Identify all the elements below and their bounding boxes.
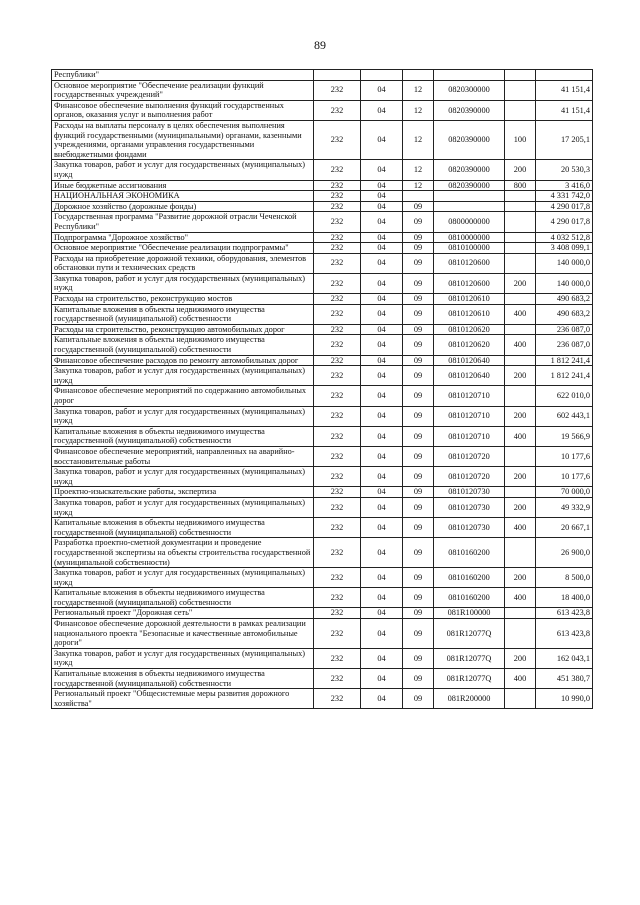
row-podrazdel-cell: 09: [403, 243, 434, 254]
row-expense-type-cell: [505, 243, 536, 254]
row-razdel-cell: 04: [361, 324, 403, 335]
row-razdel-cell: 04: [361, 446, 403, 466]
row-razdel-cell: 04: [361, 366, 403, 386]
row-name-cell: Иные бюджетные ассигнования: [52, 180, 314, 191]
row-amount-cell: 451 380,7: [536, 669, 593, 689]
row-target-code-cell: 0810120610: [434, 294, 505, 305]
row-expense-type-cell: [505, 689, 536, 709]
row-target-code-cell: 0810120720: [434, 446, 505, 466]
row-name-cell: Закупка товаров, работ и услуг для государственных (муниципальных) нужд: [52, 467, 314, 487]
row-grbs-cell: 232: [314, 669, 361, 689]
row-amount-cell: 490 683,2: [536, 294, 593, 305]
row-razdel-cell: 04: [361, 669, 403, 689]
row-name-cell: Закупка товаров, работ и услуг для государственных (муниципальных) нужд: [52, 160, 314, 180]
row-podrazdel-cell: 09: [403, 467, 434, 487]
row-podrazdel-cell: 09: [403, 273, 434, 293]
row-grbs-cell: 232: [314, 568, 361, 588]
row-razdel-cell: 04: [361, 232, 403, 243]
row-target-code-cell: 081R12077Q: [434, 648, 505, 668]
row-razdel-cell: 04: [361, 689, 403, 709]
row-expense-type-cell: [505, 80, 536, 100]
table-row: [52, 253, 593, 273]
row-grbs-cell: 232: [314, 191, 361, 202]
row-expense-type-cell: [505, 70, 536, 81]
row-name-cell: Капитальные вложения в объекты недвижимого имущества государственной (муниципальной) собственности: [52, 335, 314, 355]
row-grbs-cell: 232: [314, 212, 361, 232]
row-amount-cell: 140 000,0: [536, 273, 593, 293]
row-podrazdel-cell: 09: [403, 201, 434, 212]
row-amount-cell: 41 151,4: [536, 80, 593, 100]
row-amount-cell: 18 400,0: [536, 588, 593, 608]
row-expense-type-cell: 400: [505, 588, 536, 608]
row-grbs-cell: 232: [314, 648, 361, 668]
row-name-cell: Финансовое обеспечение выполнения функций государственных органов, оказания услуг и выполнения работ: [52, 100, 314, 120]
row-name-cell: Капитальные вложения в объекты недвижимого имущества государственной (муниципальной) собственности: [52, 588, 314, 608]
row-expense-type-cell: 200: [505, 366, 536, 386]
row-name-cell: Подпрограмма "Дорожное хозяйство": [52, 232, 314, 243]
row-razdel-cell: 04: [361, 335, 403, 355]
table-row: [52, 619, 593, 649]
row-razdel-cell: 04: [361, 568, 403, 588]
row-expense-type-cell: 100: [505, 120, 536, 159]
row-razdel-cell: 04: [361, 191, 403, 202]
table-row: [52, 160, 593, 180]
row-name-cell: Капитальные вложения в объекты недвижимого имущества государственной (муниципальной) собственности: [52, 518, 314, 538]
row-amount-cell: [536, 70, 593, 81]
row-amount-cell: 140 000,0: [536, 253, 593, 273]
row-podrazdel-cell: 12: [403, 120, 434, 159]
row-expense-type-cell: [505, 201, 536, 212]
row-expense-type-cell: 200: [505, 497, 536, 517]
row-amount-cell: 20 530,3: [536, 160, 593, 180]
row-podrazdel-cell: 09: [403, 335, 434, 355]
row-name-cell: Финансовое обеспечение мероприятий по содержанию автомобильных дорог: [52, 386, 314, 406]
row-amount-cell: 4 290 017,8: [536, 201, 593, 212]
row-expense-type-cell: [505, 253, 536, 273]
row-target-code-cell: [434, 191, 505, 202]
row-name-cell: Основное мероприятие "Обеспечение реализации подпрограммы": [52, 243, 314, 254]
row-razdel-cell: 04: [361, 608, 403, 619]
row-target-code-cell: 0810120710: [434, 426, 505, 446]
row-razdel-cell: 04: [361, 406, 403, 426]
row-name-cell: Разработка проектно-сметной документации и проведение государственной экспертизы на объекты строительства государственной (муниципальной собственности): [52, 538, 314, 568]
row-grbs-cell: 232: [314, 294, 361, 305]
table-row: [52, 304, 593, 324]
table-row: [52, 446, 593, 466]
row-target-code-cell: 0810000000: [434, 232, 505, 243]
row-expense-type-cell: 200: [505, 273, 536, 293]
row-expense-type-cell: 400: [505, 669, 536, 689]
table-row: [52, 648, 593, 668]
table-row: [52, 538, 593, 568]
row-grbs-cell: 232: [314, 324, 361, 335]
row-grbs-cell: 232: [314, 366, 361, 386]
row-name-cell: Финансовое обеспечение дорожной деятельности в рамках реализации национального проекта "Безопасные и качественные автомобильные дороги": [52, 619, 314, 649]
row-name-cell: Закупка товаров, работ и услуг для государственных (муниципальных) нужд: [52, 273, 314, 293]
row-target-code-cell: 0800000000: [434, 212, 505, 232]
row-target-code-cell: 0810120610: [434, 304, 505, 324]
row-razdel-cell: 04: [361, 588, 403, 608]
row-grbs-cell: 232: [314, 160, 361, 180]
row-grbs-cell: 232: [314, 426, 361, 446]
row-target-code-cell: 0810160200: [434, 538, 505, 568]
row-target-code-cell: 0820390000: [434, 100, 505, 120]
row-podrazdel-cell: 09: [403, 294, 434, 305]
row-expense-type-cell: 200: [505, 160, 536, 180]
row-amount-cell: 20 667,1: [536, 518, 593, 538]
row-amount-cell: 613 423,8: [536, 619, 593, 649]
row-target-code-cell: 0810120640: [434, 366, 505, 386]
row-name-cell: Закупка товаров, работ и услуг для государственных (муниципальных) нужд: [52, 366, 314, 386]
row-target-code-cell: 0820300000: [434, 80, 505, 100]
row-amount-cell: 602 443,1: [536, 406, 593, 426]
row-target-code-cell: 081R100000: [434, 608, 505, 619]
row-name-cell: Капитальные вложения в объекты недвижимого имущества государственной (муниципальной) собственности: [52, 669, 314, 689]
row-razdel-cell: 04: [361, 304, 403, 324]
row-name-cell: Расходы на строительство, реконструкцию мостов: [52, 294, 314, 305]
table-row: [52, 70, 593, 81]
table-row: [52, 232, 593, 243]
row-grbs-cell: 232: [314, 518, 361, 538]
row-grbs-cell: 232: [314, 386, 361, 406]
row-podrazdel-cell: 09: [403, 538, 434, 568]
row-grbs-cell: 232: [314, 120, 361, 159]
row-podrazdel-cell: 09: [403, 426, 434, 446]
table-row: [52, 669, 593, 689]
row-amount-cell: 613 423,8: [536, 608, 593, 619]
row-target-code-cell: 0810160200: [434, 568, 505, 588]
table-row: [52, 497, 593, 517]
row-expense-type-cell: 400: [505, 518, 536, 538]
row-target-code-cell: 0810120710: [434, 386, 505, 406]
row-expense-type-cell: [505, 324, 536, 335]
table-row: [52, 100, 593, 120]
row-podrazdel-cell: 09: [403, 648, 434, 668]
table-row: [52, 608, 593, 619]
row-razdel-cell: 04: [361, 273, 403, 293]
row-amount-cell: 10 177,6: [536, 446, 593, 466]
row-razdel-cell: 04: [361, 648, 403, 668]
row-podrazdel-cell: 09: [403, 669, 434, 689]
table-row: [52, 120, 593, 159]
row-razdel-cell: 04: [361, 294, 403, 305]
row-podrazdel-cell: 12: [403, 160, 434, 180]
row-razdel-cell: 04: [361, 80, 403, 100]
row-grbs-cell: 232: [314, 497, 361, 517]
row-target-code-cell: 081R12077Q: [434, 619, 505, 649]
row-podrazdel-cell: 09: [403, 497, 434, 517]
row-amount-cell: 10 177,6: [536, 467, 593, 487]
row-name-cell: Региональный проект "Общесистемные меры развития дорожного хозяйства": [52, 689, 314, 709]
row-podrazdel-cell: 09: [403, 487, 434, 498]
row-grbs-cell: 232: [314, 355, 361, 366]
row-grbs-cell: 232: [314, 335, 361, 355]
row-podrazdel-cell: 09: [403, 406, 434, 426]
row-grbs-cell: 232: [314, 538, 361, 568]
table-row: [52, 487, 593, 498]
table-body: [52, 70, 593, 709]
row-target-code-cell: 0810120600: [434, 273, 505, 293]
row-expense-type-cell: [505, 619, 536, 649]
table-row: [52, 324, 593, 335]
row-grbs-cell: 232: [314, 232, 361, 243]
table-row: [52, 467, 593, 487]
row-name-cell: Расходы на приобретение дорожной техники, оборудования, элементов обстановки пути и технических средств: [52, 253, 314, 273]
row-expense-type-cell: [505, 191, 536, 202]
row-expense-type-cell: [505, 212, 536, 232]
row-razdel-cell: 04: [361, 201, 403, 212]
row-name-cell: Финансовое обеспечение расходов по ремонту автомобильных дорог: [52, 355, 314, 366]
row-amount-cell: 1 812 241,4: [536, 366, 593, 386]
row-grbs-cell: 232: [314, 273, 361, 293]
row-name-cell: Капитальные вложения в объекты недвижимого имущества государственной (муниципальной) собственности: [52, 304, 314, 324]
row-expense-type-cell: [505, 294, 536, 305]
row-podrazdel-cell: 09: [403, 518, 434, 538]
row-grbs-cell: 232: [314, 619, 361, 649]
row-name-cell: Закупка товаров, работ и услуг для государственных (муниципальных) нужд: [52, 648, 314, 668]
row-grbs-cell: [314, 70, 361, 81]
row-name-cell: Закупка товаров, работ и услуг для государственных (муниципальных) нужд: [52, 568, 314, 588]
row-podrazdel-cell: 12: [403, 100, 434, 120]
row-grbs-cell: 232: [314, 80, 361, 100]
row-razdel-cell: [361, 70, 403, 81]
row-grbs-cell: 232: [314, 180, 361, 191]
row-name-cell: Государственная программа "Развитие дорожной отрасли Чеченской Республики": [52, 212, 314, 232]
row-podrazdel-cell: 09: [403, 366, 434, 386]
row-expense-type-cell: 800: [505, 180, 536, 191]
row-expense-type-cell: 200: [505, 406, 536, 426]
row-grbs-cell: 232: [314, 406, 361, 426]
row-target-code-cell: 0820390000: [434, 180, 505, 191]
row-expense-type-cell: [505, 538, 536, 568]
table-row: [52, 201, 593, 212]
row-razdel-cell: 04: [361, 497, 403, 517]
table-row: [52, 366, 593, 386]
row-target-code-cell: 0810120720: [434, 467, 505, 487]
row-target-code-cell: 0810120730: [434, 497, 505, 517]
row-razdel-cell: 04: [361, 100, 403, 120]
table-row: [52, 180, 593, 191]
row-target-code-cell: 081R12077Q: [434, 669, 505, 689]
row-amount-cell: 3 408 099,1: [536, 243, 593, 254]
row-podrazdel-cell: 09: [403, 446, 434, 466]
row-razdel-cell: 04: [361, 355, 403, 366]
row-razdel-cell: 04: [361, 180, 403, 191]
row-podrazdel-cell: 09: [403, 386, 434, 406]
table-row: [52, 294, 593, 305]
row-expense-type-cell: [505, 355, 536, 366]
row-expense-type-cell: [505, 608, 536, 619]
row-target-code-cell: 0810120730: [434, 518, 505, 538]
row-target-code-cell: 0810120640: [434, 355, 505, 366]
row-name-cell: Капитальные вложения в объекты недвижимого имущества государственной (муниципальной) собственности: [52, 426, 314, 446]
row-grbs-cell: 232: [314, 689, 361, 709]
row-amount-cell: 70 000,0: [536, 487, 593, 498]
table-row: [52, 426, 593, 446]
row-target-code-cell: 0810120600: [434, 253, 505, 273]
row-podrazdel-cell: 09: [403, 588, 434, 608]
row-expense-type-cell: 200: [505, 568, 536, 588]
budget-table: [51, 69, 593, 709]
row-razdel-cell: 04: [361, 426, 403, 446]
row-podrazdel-cell: 09: [403, 232, 434, 243]
row-razdel-cell: 04: [361, 253, 403, 273]
row-amount-cell: 17 205,1: [536, 120, 593, 159]
row-name-cell: Закупка товаров, работ и услуг для государственных (муниципальных) нужд: [52, 497, 314, 517]
row-amount-cell: 49 332,9: [536, 497, 593, 517]
row-expense-type-cell: [505, 487, 536, 498]
table-row: [52, 80, 593, 100]
row-amount-cell: 4 290 017,8: [536, 212, 593, 232]
row-podrazdel-cell: 09: [403, 619, 434, 649]
row-razdel-cell: 04: [361, 487, 403, 498]
row-target-code-cell: 0810100000: [434, 243, 505, 254]
table-row: [52, 568, 593, 588]
row-amount-cell: 4 032 512,8: [536, 232, 593, 243]
row-amount-cell: 3 416,0: [536, 180, 593, 191]
row-name-cell: НАЦИОНАЛЬНАЯ ЭКОНОМИКА: [52, 191, 314, 202]
table-row: [52, 689, 593, 709]
row-expense-type-cell: 400: [505, 335, 536, 355]
row-expense-type-cell: [505, 446, 536, 466]
row-podrazdel-cell: 09: [403, 608, 434, 619]
row-amount-cell: 8 500,0: [536, 568, 593, 588]
row-amount-cell: 19 566,9: [536, 426, 593, 446]
row-razdel-cell: 04: [361, 386, 403, 406]
row-grbs-cell: 232: [314, 304, 361, 324]
row-amount-cell: 10 990,0: [536, 689, 593, 709]
row-name-cell: Дорожное хозяйство (дорожные фонды): [52, 201, 314, 212]
row-name-cell: Основное мероприятие "Обеспечение реализации функций государственных учреждений": [52, 80, 314, 100]
row-grbs-cell: 232: [314, 446, 361, 466]
row-podrazdel-cell: 09: [403, 324, 434, 335]
table-row: [52, 406, 593, 426]
table-row: [52, 212, 593, 232]
row-podrazdel-cell: 12: [403, 180, 434, 191]
page-number: 89: [314, 38, 326, 52]
row-expense-type-cell: [505, 100, 536, 120]
row-razdel-cell: 04: [361, 467, 403, 487]
row-grbs-cell: 232: [314, 243, 361, 254]
row-target-code-cell: 0810120620: [434, 335, 505, 355]
row-grbs-cell: 232: [314, 608, 361, 619]
row-razdel-cell: 04: [361, 160, 403, 180]
row-target-code-cell: [434, 70, 505, 81]
row-razdel-cell: 04: [361, 243, 403, 254]
row-amount-cell: 26 900,0: [536, 538, 593, 568]
row-grbs-cell: 232: [314, 201, 361, 212]
table-row: [52, 386, 593, 406]
row-grbs-cell: 232: [314, 467, 361, 487]
row-podrazdel-cell: 09: [403, 689, 434, 709]
table-row: [52, 355, 593, 366]
table-row: [52, 518, 593, 538]
row-target-code-cell: 081R200000: [434, 689, 505, 709]
row-razdel-cell: 04: [361, 619, 403, 649]
row-name-cell: Республики": [52, 70, 314, 81]
row-podrazdel-cell: [403, 191, 434, 202]
row-name-cell: Расходы на выплаты персоналу в целях обеспечения выполнения функций государственными (муниципальными) органами, казенными учреждениями, органами управления государственными внебюджетными фондами: [52, 120, 314, 159]
row-amount-cell: 162 043,1: [536, 648, 593, 668]
row-target-code-cell: 0810120710: [434, 406, 505, 426]
row-podrazdel-cell: 09: [403, 212, 434, 232]
row-amount-cell: 1 812 241,4: [536, 355, 593, 366]
row-amount-cell: 236 087,0: [536, 335, 593, 355]
row-target-code-cell: 0820390000: [434, 160, 505, 180]
row-name-cell: Региональный проект "Дорожная сеть": [52, 608, 314, 619]
row-amount-cell: 4 331 742,0: [536, 191, 593, 202]
row-expense-type-cell: 200: [505, 467, 536, 487]
table-row: [52, 243, 593, 254]
row-target-code-cell: 0810160200: [434, 588, 505, 608]
row-expense-type-cell: 400: [505, 304, 536, 324]
row-expense-type-cell: 400: [505, 426, 536, 446]
row-expense-type-cell: 200: [505, 648, 536, 668]
row-name-cell: Расходы на строительство, реконструкцию автомобильных дорог: [52, 324, 314, 335]
table-row: [52, 335, 593, 355]
row-target-code-cell: 0810120620: [434, 324, 505, 335]
row-expense-type-cell: [505, 386, 536, 406]
row-grbs-cell: 232: [314, 253, 361, 273]
row-podrazdel-cell: 12: [403, 80, 434, 100]
row-expense-type-cell: [505, 232, 536, 243]
row-name-cell: Проектно-изыскательские работы, экспертиза: [52, 487, 314, 498]
table-row: [52, 588, 593, 608]
row-podrazdel-cell: 09: [403, 355, 434, 366]
row-target-code-cell: [434, 201, 505, 212]
row-amount-cell: 490 683,2: [536, 304, 593, 324]
row-razdel-cell: 04: [361, 120, 403, 159]
row-podrazdel-cell: 09: [403, 568, 434, 588]
row-podrazdel-cell: 09: [403, 304, 434, 324]
row-razdel-cell: 04: [361, 212, 403, 232]
row-grbs-cell: 232: [314, 588, 361, 608]
row-amount-cell: 41 151,4: [536, 100, 593, 120]
row-amount-cell: 622 010,0: [536, 386, 593, 406]
row-razdel-cell: 04: [361, 518, 403, 538]
table-row: [52, 191, 593, 202]
row-podrazdel-cell: 09: [403, 253, 434, 273]
row-podrazdel-cell: [403, 70, 434, 81]
row-name-cell: Закупка товаров, работ и услуг для государственных (муниципальных) нужд: [52, 406, 314, 426]
row-grbs-cell: 232: [314, 100, 361, 120]
row-amount-cell: 236 087,0: [536, 324, 593, 335]
row-target-code-cell: 0810120730: [434, 487, 505, 498]
row-razdel-cell: 04: [361, 538, 403, 568]
row-name-cell: Финансовое обеспечение мероприятий, направленных на аварийно-восстановительные работы: [52, 446, 314, 466]
row-target-code-cell: 0820390000: [434, 120, 505, 159]
table-row: [52, 273, 593, 293]
row-grbs-cell: 232: [314, 487, 361, 498]
